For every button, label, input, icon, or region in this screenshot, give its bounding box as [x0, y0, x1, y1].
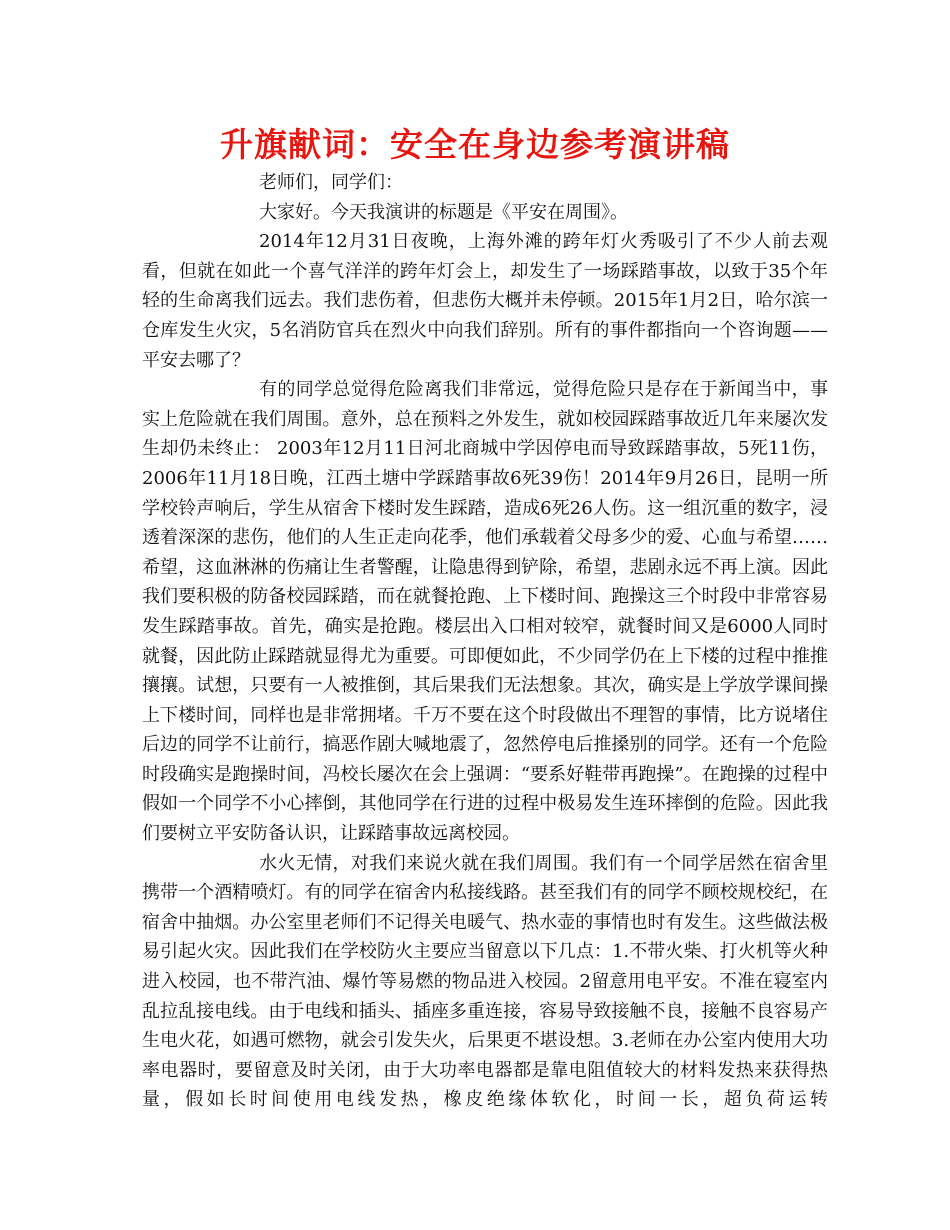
greeting-paragraph: 大家好。今天我演讲的标题是《平安在周围》。	[259, 201, 628, 223]
document-title: 升旗献词：安全在身边参考演讲稿	[220, 125, 730, 164]
paragraph-fire: 水火无情，对我们来说火就在我们周围。我们有一个同学居然在宿舍里携带一个酒精喷灯。有的同学在宿舍内私接线路。甚至我们有的同学不顾校规校纪，在宿舍中抽烟。办公室里老师们不记得关电暖气、热水壶的事情也时有发生。这些做法极易引起火灾。因此我们在学校防火主要应当留意以下几点：1.不带火柴、打火机等火种进入校园，也不带汽油、爆竹等易燃的物品进入校园。2留意用电平安。不准在寝室内乱拉乱接电线。由于电线和插头、插座多重连接，容易导致接触不良，接触不良容易产生电火花，如遇可燃物，就会引发失火，后果更不堪设想。3.老师在办公室内使用大功率电器时，要留意及时关闭，由于大功率电器都是靠电阻值较大的材料发热来获得热量，假如长时间使用电线发热，橡皮绝缘体软化，时间一长，超负荷运转	[142, 852, 828, 1111]
salutation: 老师们，同学们：	[259, 172, 403, 193]
paragraph-events: 2014年12月31日夜晚，上海外滩的跨年灯火秀吸引了不少人前去观看，但就在如此一个喜气洋洋的跨年灯会上，却发生了一场踩踏事故，以致于35个年轻的生命离我们远去。我们悲伤着，但悲伤大概并未停顿。2015年1月2日，哈尔滨一仓库发生火灾，5名消防官兵在烈火中向我们辞别。所有的事件都指向一个咨询题——平安去哪了？	[142, 231, 828, 371]
paragraph-stampede: 有的同学总觉得危险离我们非常远，觉得危险只是存在于新闻当中，事实上危险就在我们周围。意外，总在预料之外发生，就如校园踩踏事故近几年来屡次发生却仍未终止： 2003年12月11日河北商城中学因停电而导致踩踏事故，5死11伤， 2006年11月18日晚，江西土塘中学踩踏事故6死39伤！2014年9月26日，昆明一所学校铃声响后，学生从宿舍下楼时发生踩踏，造成6死26人伤。这一组沉重的数字，浸透着深深的悲伤，他们的人生正走向花季，他们承载着父母多少的爱、心血与希望……希望，这血淋淋的伤痛让生者警醒，让隐患得到铲除，希望，悲剧永远不再上演。因此我们要积极的防备校园踩踏，而在就餐抢跑、上下楼时间、跑操这三个时段中非常容易发生踩踏事故。首先，确实是抢跑。楼层出入口相对较窄，就餐时间又是6000人同时就餐，因此防止踩踏就显得尤为重要。可即便如此，不少同学仍在上下楼的过程中推推攘攘。试想，只要有一人被推倒，其后果我们无法想象。其次，确实是上学放学课间操上下楼时间，同样也是非常拥堵。千万不要在这个时段做出不理智的事情，比方说堵住后边的同学不让前行，搞恶作剧大喊地震了，忽然停电后推搡别的同学。还有一个危险时段确实是跑操时间，冯校长屡次在会上强调：“要系好鞋带再跑操”。在跑操的过程中假如一个同学不小心摔倒，其他同学在行进的过程中极易发生连环摔倒的危险。因此我们要树立平安防备认识，让踩踏事故远离校园。	[142, 379, 828, 845]
document-body	[142, 168, 828, 1115]
